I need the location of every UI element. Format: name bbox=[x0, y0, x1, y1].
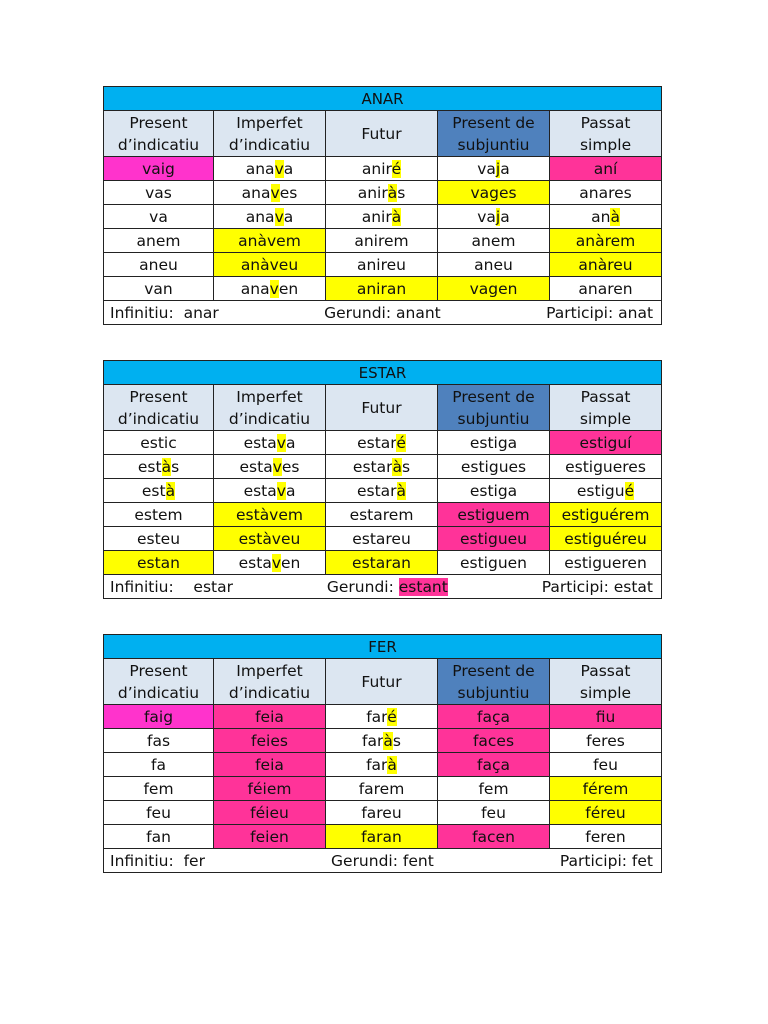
highlighted-letter: v bbox=[276, 481, 286, 500]
verb-form-part: a bbox=[500, 207, 510, 226]
verb-form: fem bbox=[478, 779, 509, 798]
participle: Participi: fet bbox=[559, 851, 653, 870]
table-cell bbox=[438, 229, 550, 253]
table-cell bbox=[438, 253, 550, 277]
gerund bbox=[331, 852, 434, 870]
highlighted-letter: v bbox=[270, 183, 280, 202]
highlighted-letter: v bbox=[272, 457, 282, 476]
table-row bbox=[104, 431, 662, 455]
infinitive: Infinitiu: anar bbox=[110, 303, 219, 322]
verb-form-part: es bbox=[279, 183, 298, 202]
table-cell bbox=[326, 229, 438, 253]
verb-form-part: estigu bbox=[576, 481, 625, 500]
table-cell bbox=[438, 825, 550, 849]
table-cell bbox=[438, 455, 550, 479]
table-row bbox=[104, 729, 662, 753]
verb-form-part: va bbox=[477, 207, 496, 226]
column-header: Present d’indicatiu bbox=[104, 111, 214, 157]
conjugation-table-fer bbox=[103, 634, 662, 873]
table-row bbox=[104, 551, 662, 575]
table-row bbox=[104, 825, 662, 849]
verb-title: FER bbox=[104, 635, 662, 659]
table-cell bbox=[326, 253, 438, 277]
verb-form-part: far bbox=[366, 707, 388, 726]
gerund-label: Gerundi: bbox=[326, 577, 399, 596]
table-cell bbox=[550, 753, 662, 777]
table-row bbox=[104, 705, 662, 729]
verb-form: feia bbox=[255, 755, 284, 774]
column-header: Passat simple bbox=[550, 659, 662, 705]
verb-form: estigueren bbox=[564, 553, 647, 572]
verb-form: faig bbox=[143, 707, 174, 726]
verb-form: anàreu bbox=[578, 255, 633, 274]
table-row bbox=[104, 277, 662, 301]
verb-form: faces bbox=[472, 731, 515, 750]
table-row bbox=[104, 157, 662, 181]
verb-form-part: esta bbox=[243, 481, 277, 500]
verb-form: va bbox=[149, 207, 168, 226]
table-cell bbox=[104, 777, 214, 801]
verb-form-part: s bbox=[392, 731, 401, 750]
highlighted-letter: é bbox=[391, 159, 402, 178]
verb-form-part: a bbox=[283, 207, 294, 226]
verb-form: aní bbox=[593, 159, 618, 178]
highlighted-letter: é bbox=[387, 707, 397, 726]
highlighted-letter: é bbox=[396, 433, 406, 452]
verb-form-part: anir bbox=[361, 159, 392, 178]
table-row bbox=[104, 181, 662, 205]
verb-form: vages bbox=[470, 183, 517, 202]
verb-form: anem bbox=[136, 231, 181, 250]
gerund-label: Gerundi: bbox=[324, 303, 396, 322]
table-cell bbox=[326, 277, 438, 301]
verb-form-part: estar bbox=[356, 481, 397, 500]
verb-form: estan bbox=[136, 553, 180, 572]
verb-form: farem bbox=[358, 779, 405, 798]
conjugation-table-estar bbox=[103, 360, 662, 599]
table-cell bbox=[326, 729, 438, 753]
highlighted-letter: é bbox=[624, 481, 635, 500]
verb-form-part: esta bbox=[243, 433, 277, 452]
table-cell bbox=[326, 801, 438, 825]
table-cell bbox=[104, 205, 214, 229]
table-row bbox=[104, 777, 662, 801]
verb-form: vas bbox=[145, 183, 172, 202]
table-row bbox=[104, 801, 662, 825]
table-row bbox=[104, 455, 662, 479]
table-cell bbox=[214, 729, 326, 753]
table-cell bbox=[550, 181, 662, 205]
gerund-label: Gerundi: bbox=[331, 851, 403, 870]
table-cell bbox=[214, 157, 326, 181]
highlighted-letter: à bbox=[165, 481, 176, 500]
verb-form: vagen bbox=[469, 279, 518, 298]
conjugation-table-anar bbox=[103, 86, 662, 325]
highlighted-letter: à bbox=[387, 755, 397, 774]
verb-form: feien bbox=[250, 827, 289, 846]
table-cell bbox=[550, 277, 662, 301]
verb-form: férem bbox=[582, 779, 629, 798]
verb-form: estigueres bbox=[565, 457, 646, 476]
highlighted-letter: à bbox=[387, 183, 398, 202]
infinitive: Infinitiu: fer bbox=[110, 851, 205, 870]
verb-form: van bbox=[144, 279, 173, 298]
column-header: Futur bbox=[326, 385, 438, 431]
table-cell bbox=[326, 431, 438, 455]
verb-form: féieu bbox=[250, 803, 289, 822]
verb-form-part: an bbox=[591, 207, 611, 226]
verb-form: aneu bbox=[474, 255, 513, 274]
verb-form-part: ana bbox=[240, 279, 270, 298]
table-cell bbox=[326, 157, 438, 181]
verb-form: estiguérem bbox=[561, 505, 650, 524]
verb-form: estareu bbox=[352, 529, 411, 548]
verb-form-part: a bbox=[283, 159, 294, 178]
column-header: Present de subjuntiu bbox=[438, 659, 550, 705]
table-cell bbox=[438, 777, 550, 801]
participle: Participi: estat bbox=[541, 577, 654, 596]
table-cell bbox=[438, 527, 550, 551]
table-row bbox=[104, 229, 662, 253]
verb-form-part: va bbox=[477, 159, 496, 178]
verb-form: anirem bbox=[354, 231, 409, 250]
highlighted-letter: à bbox=[392, 457, 402, 476]
table-cell bbox=[438, 431, 550, 455]
table-cell bbox=[550, 205, 662, 229]
table-cell bbox=[214, 479, 326, 503]
verb-form-part: s bbox=[397, 183, 406, 202]
table-cell bbox=[550, 455, 662, 479]
verb-title: ANAR bbox=[104, 87, 662, 111]
table-cell bbox=[104, 277, 214, 301]
table-cell bbox=[438, 551, 550, 575]
verb-form: estiguéreu bbox=[564, 529, 647, 548]
verb-form: estàvem bbox=[236, 505, 303, 524]
table-cell bbox=[326, 455, 438, 479]
table-cell bbox=[104, 479, 214, 503]
verb-form-part: ana bbox=[245, 159, 275, 178]
verb-form: anàvem bbox=[238, 231, 301, 250]
verb-form: vaig bbox=[142, 159, 175, 178]
table-cell bbox=[550, 479, 662, 503]
highlighted-letter: v bbox=[276, 433, 286, 452]
gerund-value: estant bbox=[398, 577, 448, 596]
highlighted-letter: j bbox=[495, 207, 501, 226]
verb-form-part: far bbox=[362, 731, 384, 750]
infinitive: Infinitiu: estar bbox=[110, 577, 233, 596]
verb-form-part: s bbox=[171, 457, 180, 476]
verb-form-part: s bbox=[401, 457, 411, 476]
verb-form: faça bbox=[477, 755, 510, 774]
table-cell bbox=[438, 157, 550, 181]
info-row bbox=[104, 849, 662, 873]
table-cell bbox=[104, 181, 214, 205]
highlighted-letter: à bbox=[396, 481, 407, 500]
table-row bbox=[104, 527, 662, 551]
table-cell bbox=[104, 753, 214, 777]
column-header: Imperfet d’indicatiu bbox=[214, 111, 326, 157]
table-cell bbox=[104, 551, 214, 575]
table-cell bbox=[438, 277, 550, 301]
column-header: Imperfet d’indicatiu bbox=[214, 659, 326, 705]
verb-form: feia bbox=[255, 707, 284, 726]
table-cell bbox=[438, 753, 550, 777]
verb-form: feren bbox=[585, 827, 626, 846]
table-cell bbox=[550, 253, 662, 277]
verb-form-part: a bbox=[285, 481, 296, 500]
verb-form: feu bbox=[593, 755, 618, 774]
table-cell bbox=[550, 503, 662, 527]
table-cell bbox=[550, 825, 662, 849]
verb-form: feu bbox=[481, 803, 506, 822]
verb-form: anem bbox=[471, 231, 516, 250]
column-header: Present d’indicatiu bbox=[104, 385, 214, 431]
verb-form: anàrem bbox=[575, 231, 636, 250]
verb-form: anireu bbox=[356, 255, 407, 274]
table-cell bbox=[326, 503, 438, 527]
table-cell bbox=[214, 705, 326, 729]
verb-form-part: anir bbox=[357, 183, 388, 202]
table-cell bbox=[214, 825, 326, 849]
table-cell bbox=[214, 777, 326, 801]
verb-form: aneu bbox=[139, 255, 178, 274]
table-cell bbox=[104, 825, 214, 849]
verb-form: estàveu bbox=[238, 529, 301, 548]
table-cell bbox=[326, 777, 438, 801]
verb-form-part: esta bbox=[238, 553, 272, 572]
table-cell bbox=[214, 431, 326, 455]
table-cell bbox=[438, 705, 550, 729]
gerund-value: anant bbox=[396, 303, 441, 322]
table-cell bbox=[326, 551, 438, 575]
highlighted-letter: j bbox=[495, 159, 501, 178]
column-header: Futur bbox=[326, 659, 438, 705]
verb-form: estigueu bbox=[459, 529, 528, 548]
table-cell bbox=[104, 527, 214, 551]
verb-form: estiga bbox=[469, 481, 518, 500]
verb-form: estic bbox=[140, 433, 177, 452]
verb-form: estarem bbox=[349, 505, 414, 524]
verb-form: estem bbox=[134, 505, 183, 524]
verb-form: faça bbox=[477, 707, 510, 726]
highlighted-letter: à bbox=[383, 731, 393, 750]
verb-form: estigues bbox=[460, 457, 527, 476]
verb-form: anàveu bbox=[240, 255, 299, 274]
table-cell bbox=[326, 527, 438, 551]
table-cell bbox=[214, 277, 326, 301]
verb-form-part: a bbox=[500, 159, 510, 178]
table-cell bbox=[438, 503, 550, 527]
table-cell bbox=[438, 181, 550, 205]
table-row bbox=[104, 503, 662, 527]
gerund bbox=[324, 304, 441, 322]
verb-form: estiguí bbox=[579, 433, 632, 452]
table-cell bbox=[214, 205, 326, 229]
verb-form-part: estar bbox=[352, 457, 393, 476]
table-cell bbox=[550, 157, 662, 181]
table-cell bbox=[438, 729, 550, 753]
column-header: Present de subjuntiu bbox=[438, 385, 550, 431]
table-cell bbox=[550, 777, 662, 801]
gerund-value: fent bbox=[402, 851, 434, 870]
table-cell bbox=[326, 205, 438, 229]
verb-form-part: ana bbox=[241, 183, 271, 202]
table-cell bbox=[550, 705, 662, 729]
table-cell bbox=[104, 455, 214, 479]
highlighted-letter: à bbox=[391, 207, 402, 226]
verb-form-part: anir bbox=[361, 207, 392, 226]
verb-title: ESTAR bbox=[104, 361, 662, 385]
verb-form: fas bbox=[146, 731, 171, 750]
table-cell bbox=[214, 551, 326, 575]
table-cell bbox=[326, 479, 438, 503]
verb-form: estaran bbox=[352, 553, 411, 572]
verb-form: aniran bbox=[356, 279, 407, 298]
highlighted-letter: à bbox=[610, 207, 620, 226]
participle: Participi: anat bbox=[546, 303, 654, 322]
table-cell bbox=[214, 253, 326, 277]
table-cell bbox=[104, 253, 214, 277]
column-header: Present d’indicatiu bbox=[104, 659, 214, 705]
verb-form: estiga bbox=[469, 433, 518, 452]
column-header: Present de subjuntiu bbox=[438, 111, 550, 157]
table-row bbox=[104, 479, 662, 503]
verb-form: estiguem bbox=[457, 505, 530, 524]
table-row bbox=[104, 205, 662, 229]
verb-form: fiu bbox=[595, 707, 616, 726]
verb-form-part: estar bbox=[357, 433, 397, 452]
table-cell bbox=[214, 753, 326, 777]
table-row bbox=[104, 753, 662, 777]
table-cell bbox=[326, 181, 438, 205]
table-cell bbox=[438, 479, 550, 503]
table-cell bbox=[104, 157, 214, 181]
verb-form: anaren bbox=[578, 279, 633, 298]
table-cell bbox=[550, 801, 662, 825]
verb-form: fan bbox=[146, 827, 171, 846]
verb-form: anares bbox=[579, 183, 632, 202]
verb-form: facen bbox=[472, 827, 515, 846]
info-row bbox=[104, 575, 662, 599]
verb-form: fem bbox=[143, 779, 174, 798]
gerund bbox=[327, 578, 448, 596]
info-row bbox=[104, 301, 662, 325]
table-cell bbox=[550, 729, 662, 753]
highlighted-letter: v bbox=[271, 553, 281, 572]
table-cell bbox=[104, 503, 214, 527]
table-cell bbox=[326, 753, 438, 777]
table-cell bbox=[550, 229, 662, 253]
verb-form: fareu bbox=[361, 803, 402, 822]
highlighted-letter: v bbox=[274, 159, 284, 178]
table-cell bbox=[104, 705, 214, 729]
verb-form-part: ana bbox=[245, 207, 275, 226]
table-cell bbox=[214, 527, 326, 551]
table-cell bbox=[214, 455, 326, 479]
verb-form: feu bbox=[146, 803, 171, 822]
table-cell bbox=[326, 825, 438, 849]
highlighted-letter: v bbox=[274, 207, 284, 226]
verb-form-part: en bbox=[281, 553, 301, 572]
table-cell bbox=[214, 229, 326, 253]
verb-form-part: es bbox=[281, 457, 300, 476]
verb-form: esteu bbox=[136, 529, 181, 548]
column-header: Imperfet d’indicatiu bbox=[214, 385, 326, 431]
table-cell bbox=[550, 431, 662, 455]
table-cell bbox=[214, 181, 326, 205]
column-header: Futur bbox=[326, 111, 438, 157]
highlighted-letter: v bbox=[269, 279, 279, 298]
table-cell bbox=[214, 503, 326, 527]
table-row bbox=[104, 253, 662, 277]
table-cell bbox=[438, 801, 550, 825]
verb-form-part: est bbox=[137, 457, 162, 476]
table-cell bbox=[104, 229, 214, 253]
table-cell bbox=[104, 431, 214, 455]
highlighted-letter: à bbox=[161, 457, 172, 476]
table-cell bbox=[104, 729, 214, 753]
table-cell bbox=[550, 527, 662, 551]
verb-form-part: far bbox=[366, 755, 388, 774]
verb-form-part: esta bbox=[239, 457, 273, 476]
verb-form-part: a bbox=[285, 433, 296, 452]
table-cell bbox=[550, 551, 662, 575]
verb-form-part: est bbox=[141, 481, 166, 500]
column-header: Passat simple bbox=[550, 385, 662, 431]
verb-form: feres bbox=[586, 731, 625, 750]
table-cell bbox=[326, 705, 438, 729]
verb-form: fa bbox=[151, 755, 166, 774]
table-cell bbox=[214, 801, 326, 825]
verb-form: faran bbox=[361, 827, 402, 846]
verb-form: feies bbox=[251, 731, 288, 750]
column-header: Passat simple bbox=[550, 111, 662, 157]
table-cell bbox=[104, 801, 214, 825]
verb-form: féiem bbox=[247, 779, 292, 798]
verb-form-part: en bbox=[278, 279, 299, 298]
verb-form: estiguen bbox=[459, 553, 528, 572]
table-cell bbox=[438, 205, 550, 229]
verb-form: féreu bbox=[585, 803, 626, 822]
